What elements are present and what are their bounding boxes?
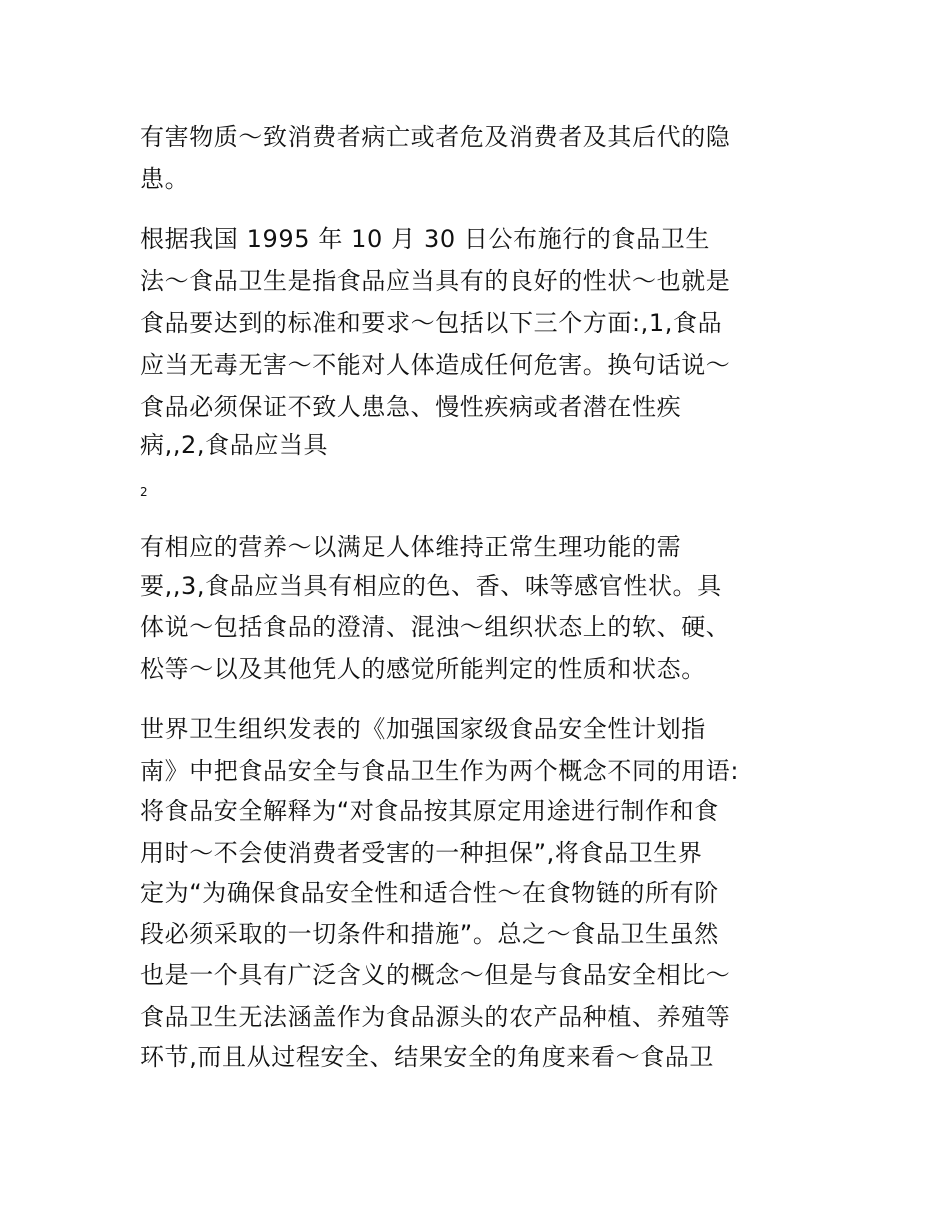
- paragraph-4-line-2: 南》中把食品安全与食品卫生作为两个概念不同的用语:: [140, 757, 740, 785]
- page-number: 2: [140, 485, 148, 499]
- paragraph-2-line-3: 食品要达到的标准和要求～包括以下三个方面:,1,食品: [140, 309, 723, 337]
- paragraph-4-line-5: 定为“为确保食品安全性和适合性～在食物链的所有阶: [140, 879, 719, 907]
- paragraph-4-line-3: 将食品安全解释为“对食品按其原定用途进行制作和食: [140, 797, 719, 825]
- paragraph-1-line-2: 患。: [140, 165, 190, 193]
- paragraph-4-line-9: 环节,而且从过程安全、结果安全的角度来看～食品卫: [140, 1043, 715, 1071]
- paragraph-2-line-4: 应当无毒无害～不能对人体造成任何危害。换句话说～: [140, 351, 731, 379]
- paragraph-4-line-7: 也是一个具有广泛含义的概念～但是与食品安全相比～: [140, 961, 731, 989]
- paragraph-3-line-3: 体说～包括食品的澄清、混浊～组织状态上的软、硬、: [140, 613, 731, 641]
- paragraph-2-line-1: 根据我国 1995 年 10 月 30 日公布施行的食品卫生: [140, 225, 710, 253]
- paragraph-2-line-2: 法～食品卫生是指食品应当具有的良好的性状～也就是: [140, 267, 731, 295]
- paragraph-1-line-1: 有害物质～致消费者病亡或者危及消费者及其后代的隐: [140, 123, 731, 151]
- paragraph-4-line-1: 世界卫生组织发表的《加强国家级食品安全性计划指: [140, 715, 706, 743]
- paragraph-4-line-4: 用时～不会使消费者受害的一种担保”,将食品卫生界: [140, 839, 703, 867]
- paragraph-2-line-6: 病,,2,食品应当具: [140, 431, 329, 459]
- paragraph-4-line-6: 段必须采取的一切条件和措施”。总之～食品卫生虽然: [140, 920, 719, 948]
- paragraph-3-line-2: 要,,3,食品应当具有相应的色、香、味等感官性状。具: [140, 572, 722, 600]
- paragraph-2-line-5: 食品必须保证不致人患急、慢性疾病或者潜在性疾: [140, 393, 682, 421]
- paragraph-3-line-4: 松等～以及其他凭人的感觉所能判定的性质和状态。: [140, 655, 706, 683]
- paragraph-4-line-8: 食品卫生无法涵盖作为食品源头的农产品种植、养殖等: [140, 1003, 731, 1031]
- paragraph-3-line-1: 有相应的营养～以满足人体维持正常生理功能的需: [140, 533, 682, 561]
